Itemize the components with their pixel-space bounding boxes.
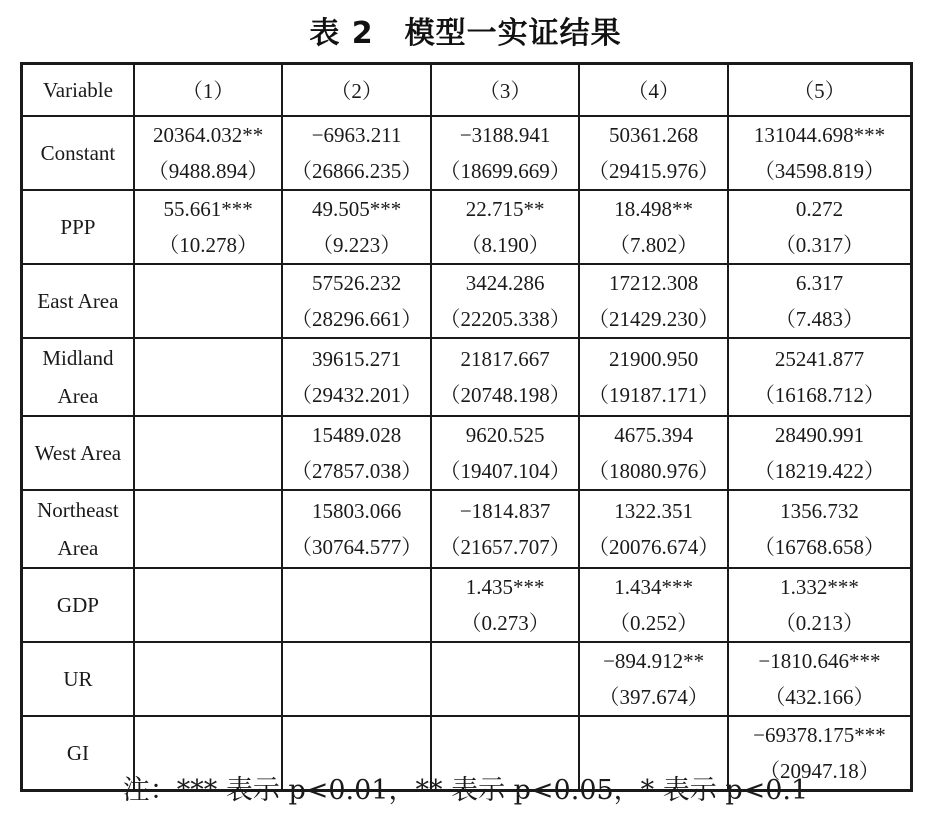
table-row [22, 338, 912, 416]
coefficient: −1814.837 [459, 499, 551, 523]
result-cell [728, 490, 912, 568]
coefficient: −69378.175*** [753, 723, 886, 747]
coefficient: 1.332*** [780, 575, 859, 599]
standard-error [135, 679, 282, 715]
standard-error: （0.213） [774, 611, 865, 635]
standard-error: （21429.230） [588, 307, 720, 331]
result-cell [728, 116, 912, 190]
result-cell [431, 642, 580, 716]
coefficient [283, 643, 430, 679]
result-cell [282, 338, 431, 416]
result-cell [728, 338, 912, 416]
result-cell [134, 416, 283, 490]
result-cell [431, 490, 580, 568]
table-row [22, 190, 912, 264]
standard-error: （0.317） [774, 233, 865, 257]
header-model-3: （3） [431, 64, 580, 117]
significance-note: 注：*** 表示 p<0.01，** 表示 p<0.05，* 表示 p<0.1 [122, 775, 809, 806]
standard-error: （7.802） [609, 233, 699, 257]
standard-error: （0.273） [460, 611, 550, 635]
variable-name: Midland Area [22, 338, 134, 416]
result-cell [134, 642, 283, 716]
coefficient [135, 417, 282, 453]
table-row [22, 490, 912, 568]
standard-error: （0.252） [609, 611, 699, 635]
standard-error [283, 679, 430, 715]
coefficient [135, 341, 282, 377]
result-cell [282, 116, 431, 190]
result-cell [431, 116, 580, 190]
coefficient: 15803.066 [312, 499, 402, 523]
coefficient: 28490.991 [774, 423, 865, 447]
standard-error: （19407.104） [439, 459, 571, 483]
standard-error: （10.278） [158, 233, 258, 257]
standard-error: （20076.674） [588, 535, 720, 559]
variable-name: East Area [22, 264, 134, 338]
result-cell [282, 190, 431, 264]
standard-error: （9488.894） [147, 159, 269, 183]
coefficient: 9620.525 [465, 423, 545, 447]
standard-error: （20748.198） [439, 383, 571, 407]
standard-error [135, 301, 282, 337]
standard-error: （9.223） [312, 233, 402, 257]
standard-error: （20947.18） [759, 759, 880, 783]
coefficient: 15489.028 [312, 423, 402, 447]
table-title: 表 2 模型一实证结果 [309, 16, 622, 51]
standard-error: （29432.201） [291, 383, 423, 407]
result-cell [134, 116, 283, 190]
coefficient: 22.715** [465, 197, 545, 221]
standard-error: （18219.422） [753, 459, 886, 483]
result-cell [728, 190, 912, 264]
coefficient: 1.435*** [465, 575, 545, 599]
coefficient [580, 717, 727, 753]
result-cell [728, 264, 912, 338]
standard-error: （27857.038） [291, 459, 423, 483]
result-cell [431, 416, 580, 490]
result-cell [134, 568, 283, 642]
standard-error [135, 529, 282, 565]
variable-name: PPP [22, 190, 134, 264]
coefficient [432, 717, 579, 753]
standard-error: （432.166） [764, 685, 875, 709]
table-row [22, 568, 912, 642]
variable-name: GDP [22, 568, 134, 642]
coefficient: 1322.351 [614, 499, 693, 523]
variable-name: Northeast Area [22, 490, 134, 568]
standard-error [135, 377, 282, 413]
coefficient [135, 265, 282, 301]
standard-error [135, 605, 282, 641]
header-model-2: （2） [282, 64, 431, 117]
result-cell [579, 190, 728, 264]
result-cell [431, 264, 580, 338]
result-cell [431, 338, 580, 416]
result-cell [134, 338, 283, 416]
result-cell [579, 642, 728, 716]
result-cell [579, 490, 728, 568]
coefficient [135, 569, 282, 605]
table-row [22, 264, 912, 338]
coefficient: −3188.941 [459, 123, 551, 147]
standard-error [135, 453, 282, 489]
coefficient [135, 717, 282, 753]
result-cell [579, 568, 728, 642]
standard-error: （19187.171） [588, 383, 720, 407]
header-model-1: （1） [134, 64, 283, 117]
variable-name: UR [22, 642, 134, 716]
standard-error: （22205.338） [439, 307, 571, 331]
header-variable: Variable [22, 64, 134, 117]
standard-error [283, 605, 430, 641]
header-row [22, 64, 912, 117]
variable-name: GI [22, 716, 134, 791]
result-cell [282, 568, 431, 642]
result-cell [431, 190, 580, 264]
coefficient: 3424.286 [465, 271, 545, 295]
coefficient: 6.317 [795, 271, 844, 295]
table-row [22, 116, 912, 190]
coefficient [283, 717, 430, 753]
coefficient: 55.661*** [163, 197, 253, 221]
table-row [22, 642, 912, 716]
standard-error: （30764.577） [291, 535, 423, 559]
result-cell [282, 642, 431, 716]
result-cell [134, 264, 283, 338]
results-table [20, 62, 913, 792]
result-cell [431, 568, 580, 642]
coefficient: 25241.877 [774, 347, 865, 371]
variable-name: Constant [22, 116, 134, 190]
coefficient: 21900.950 [609, 347, 699, 371]
standard-error: （26866.235） [291, 159, 423, 183]
standard-error: （16168.712） [753, 383, 886, 407]
coefficient: 21817.667 [460, 347, 550, 371]
standard-error: （18699.669） [439, 159, 571, 183]
coefficient: 49.505*** [312, 197, 402, 221]
coefficient [432, 643, 579, 679]
standard-error: （34598.819） [753, 159, 886, 183]
coefficient: 0.272 [795, 197, 844, 221]
result-cell [579, 338, 728, 416]
coefficient: 50361.268 [609, 123, 699, 147]
coefficient: 131044.698*** [753, 123, 886, 147]
result-cell [579, 264, 728, 338]
result-cell [282, 264, 431, 338]
standard-error: （28296.661） [291, 307, 423, 331]
result-cell [579, 116, 728, 190]
coefficient: 4675.394 [614, 423, 693, 447]
standard-error: （16768.658） [753, 535, 886, 559]
standard-error: （18080.976） [588, 459, 720, 483]
standard-error [432, 679, 579, 715]
coefficient: 39615.271 [312, 347, 402, 371]
coefficient: 1.434*** [614, 575, 693, 599]
coefficient: −894.912** [603, 649, 705, 673]
standard-error: （8.190） [460, 233, 550, 257]
table-row [22, 416, 912, 490]
result-cell [728, 642, 912, 716]
coefficient: 17212.308 [609, 271, 699, 295]
result-cell [282, 416, 431, 490]
header-model-4: （4） [579, 64, 728, 117]
result-cell [134, 190, 283, 264]
result-cell [579, 416, 728, 490]
result-cell [282, 490, 431, 568]
standard-error: （29415.976） [588, 159, 720, 183]
variable-name: West Area [22, 416, 134, 490]
result-cell [728, 568, 912, 642]
coefficient: 1356.732 [780, 499, 859, 523]
standard-error: （7.483） [774, 307, 865, 331]
coefficient [135, 643, 282, 679]
coefficient: 18.498** [614, 197, 693, 221]
coefficient: 57526.232 [312, 271, 402, 295]
coefficient: −1810.646*** [758, 649, 881, 673]
coefficient [135, 493, 282, 529]
standard-error: （397.674） [598, 685, 709, 709]
coefficient: −6963.211 [311, 123, 402, 147]
coefficient: 20364.032** [153, 123, 264, 147]
standard-error: （21657.707） [439, 535, 571, 559]
coefficient [283, 569, 430, 605]
header-model-5: （5） [728, 64, 912, 117]
result-cell [134, 490, 283, 568]
result-cell [728, 416, 912, 490]
